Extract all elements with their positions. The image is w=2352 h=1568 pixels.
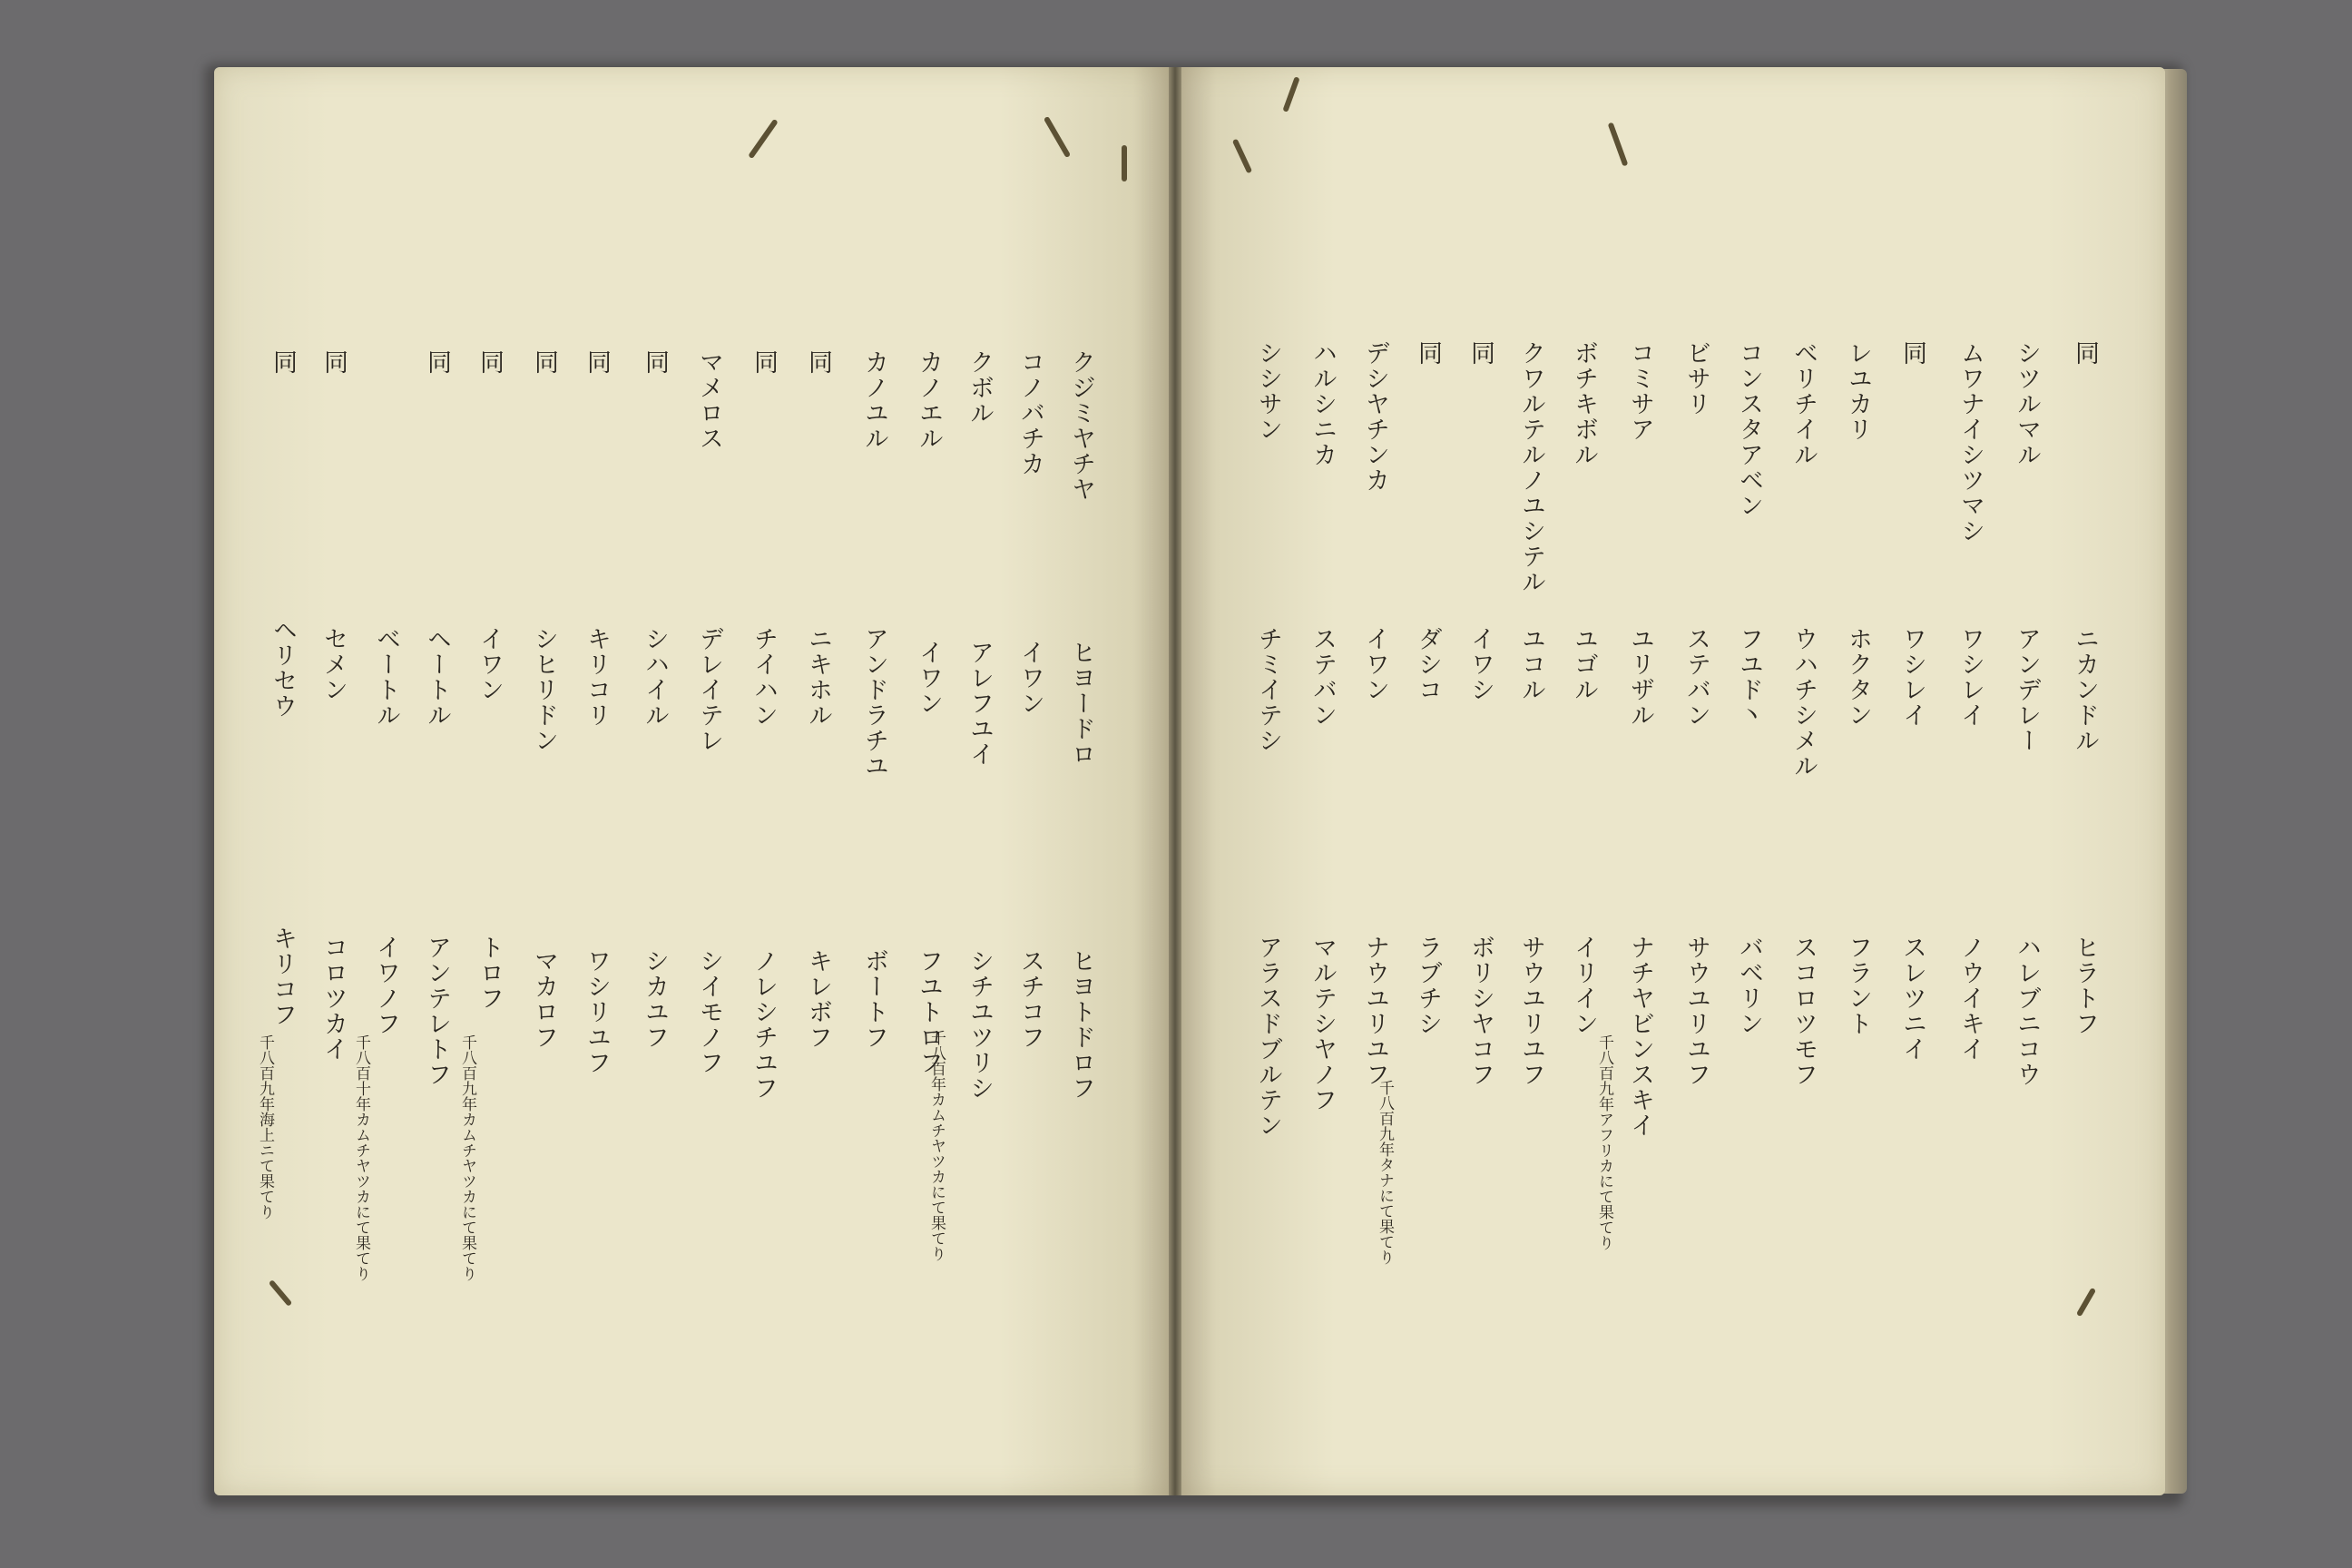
right-col-0-head: 同: [2071, 340, 2099, 366]
right-col-9-low: イリイン: [1570, 935, 1598, 1036]
left-col-14-low: コロツカイ: [319, 935, 348, 1062]
left-col-2-head: クボル: [965, 349, 994, 426]
right-col-6-head: コンスタアベン: [1735, 340, 1763, 518]
left-col-1-mid: イワン: [1016, 640, 1044, 716]
right-col-10-low: サウユリユフ: [1517, 935, 1545, 1087]
right-col-2-mid: ワシレイ: [1956, 626, 1984, 728]
right-col-9-mid: ユゴル: [1570, 626, 1598, 702]
left-col-4-low: ボートフ: [860, 948, 888, 1050]
right-col-5-low: スコロツモフ: [1789, 935, 1818, 1087]
right-col-7-mid: ステバン: [1682, 626, 1710, 728]
left-col-3-head: カノエル: [915, 349, 943, 451]
right-col-3-mid: ワシレイ: [1898, 626, 1926, 728]
right-col-5-mid: ウハチシメル: [1789, 626, 1818, 779]
left-col-2-low: シチユツリシ: [965, 948, 994, 1101]
left-col-12-mid: ヘートル: [423, 626, 451, 728]
right-col-11-head: 同: [1466, 340, 1494, 366]
left-col-4-mid: アンドラチユ: [860, 626, 888, 779]
right-col-5-head: ベリチイル: [1789, 340, 1818, 467]
left-col-9-head: 同: [583, 349, 611, 375]
left-col-8-head: 同: [641, 349, 669, 375]
right-col-11-low: ボリシヤコフ: [1466, 935, 1494, 1087]
left-col-3-low: フユトロフ: [915, 948, 943, 1075]
right-col-13-head: デシヤチンカ: [1361, 340, 1389, 493]
right-col-10-mid: ユコル: [1517, 626, 1545, 702]
right-col-11-mid: イワシ: [1466, 626, 1494, 702]
left-col-10-mid: シヒリドン: [530, 626, 558, 753]
right-col-2-low: ノウイキイ: [1956, 935, 1984, 1062]
left-col-0-mid: ヒヨードロ: [1067, 640, 1095, 767]
right-col-14-low: マルテシヤノフ: [1308, 935, 1337, 1112]
left-col-15-mid: ヘリセウ: [269, 617, 297, 719]
left-col-6-low: ノレシチユフ: [750, 948, 778, 1101]
left-col-5-mid: ニキホル: [804, 626, 832, 728]
right-col-6-mid: フユド丶: [1735, 626, 1763, 728]
right-page: [1177, 67, 2165, 1495]
right-col-0-mid: ニカンドル: [2071, 626, 2099, 753]
left-col-11-mid: イワン: [475, 626, 504, 702]
right-col-8-head: コミサア: [1626, 340, 1654, 442]
left-col-12-head: 同: [423, 349, 451, 375]
left-col-14-mid: セメン: [319, 626, 348, 702]
left-col-7-low: シイモノフ: [695, 948, 723, 1075]
left-col-5-head: 同: [804, 349, 832, 375]
left-col-8-mid: シハイル: [641, 626, 669, 728]
left-col-1-head: コノバチカ: [1016, 349, 1044, 476]
left-col-9-low: ワシリユフ: [583, 948, 611, 1075]
left-col-15-low: キリコフ: [269, 926, 297, 1027]
left-col-2-mid: アレフユイ: [965, 640, 994, 767]
right-col-10-head: クワルテルノユシテル: [1517, 340, 1545, 594]
left-col-15-head: 同: [269, 349, 297, 375]
left-col-0-low: ヒヨトドロフ: [1067, 948, 1095, 1101]
left-note-1: 千八百九年カムチヤツカにて果てり: [458, 1034, 476, 1281]
left-col-7-head: マメロス: [695, 349, 723, 451]
right-col-7-low: サウユリユフ: [1682, 935, 1710, 1087]
right-col-15-head: シシサン: [1254, 340, 1282, 442]
right-col-8-low: ナチヤビンスキイ: [1626, 935, 1654, 1138]
right-col-3-low: スレツニイ: [1898, 935, 1926, 1062]
right-col-2-head: ムワナイシツマシ: [1956, 340, 1984, 544]
right-col-1-head: シツルマル: [2013, 340, 2041, 467]
right-col-4-head: レユカリ: [1844, 340, 1872, 442]
left-col-6-mid: チイハン: [750, 626, 778, 728]
left-col-9-mid: キリコリ: [583, 626, 611, 728]
left-col-14-head: 同: [319, 349, 348, 375]
right-col-1-mid: アンデレー: [2013, 626, 2041, 753]
left-col-5-low: キレボフ: [804, 948, 832, 1050]
right-col-14-head: ハルシニカ: [1308, 340, 1337, 467]
book-gutter: [1169, 67, 1181, 1495]
left-col-3-mid: イワン: [915, 640, 943, 716]
right-col-9-head: ボチキボル: [1570, 340, 1598, 467]
right-col-0-low: ヒラトフ: [2071, 935, 2099, 1036]
left-note-2: 千八百十年カムチヤツカにて果てり: [352, 1034, 370, 1281]
left-col-7-mid: デレイテレ: [695, 626, 723, 753]
right-col-15-low: アラスドブルテン: [1254, 935, 1282, 1138]
right-col-4-low: フラント: [1844, 935, 1872, 1036]
right-col-12-mid: ダシコ: [1414, 626, 1442, 702]
right-col-8-mid: ユリザル: [1626, 626, 1654, 728]
right-col-1-low: ハレブニコウ: [2013, 935, 2041, 1087]
right-col-15-mid: チミイテシ: [1254, 626, 1282, 753]
left-col-12-low: アンテレトフ: [423, 935, 451, 1087]
right-col-3-head: 同: [1898, 340, 1926, 366]
left-col-4-head: カノユル: [860, 349, 888, 451]
left-col-11-low: トロフ: [475, 935, 504, 1011]
left-note-3: 千八百九年海上ニて果てり: [256, 1034, 274, 1220]
right-col-13-low: ナウユリユフ: [1361, 935, 1389, 1087]
left-col-13-mid: ベートル: [372, 626, 400, 728]
right-col-13-mid: イワン: [1361, 626, 1389, 702]
left-col-6-head: 同: [750, 349, 778, 375]
right-col-6-low: バベリン: [1735, 935, 1763, 1036]
left-note-0: 千八百年カムチヤツカにて果てり: [927, 1030, 946, 1261]
right-col-7-head: ビサリ: [1682, 340, 1710, 416]
right-col-14-mid: ステバン: [1308, 626, 1337, 728]
right-col-12-low: ラブチシ: [1414, 935, 1442, 1036]
left-col-0-head: クジミヤチヤ: [1067, 349, 1095, 502]
left-col-13-low: イワノフ: [372, 935, 400, 1036]
left-col-8-low: シカユフ: [641, 948, 669, 1050]
left-col-10-low: マカロフ: [530, 948, 558, 1050]
binding-thread-mark: [1122, 145, 1127, 181]
right-note-1: 千八百九年タナにて果てり: [1376, 1080, 1394, 1265]
left-col-11-head: 同: [475, 349, 504, 375]
right-note-0: 千八百九年アフリカにて果てり: [1595, 1034, 1613, 1250]
left-col-1-low: スチコフ: [1016, 948, 1044, 1050]
left-col-10-head: 同: [530, 349, 558, 375]
right-col-4-mid: ホクタン: [1844, 626, 1872, 728]
right-col-12-head: 同: [1414, 340, 1442, 366]
